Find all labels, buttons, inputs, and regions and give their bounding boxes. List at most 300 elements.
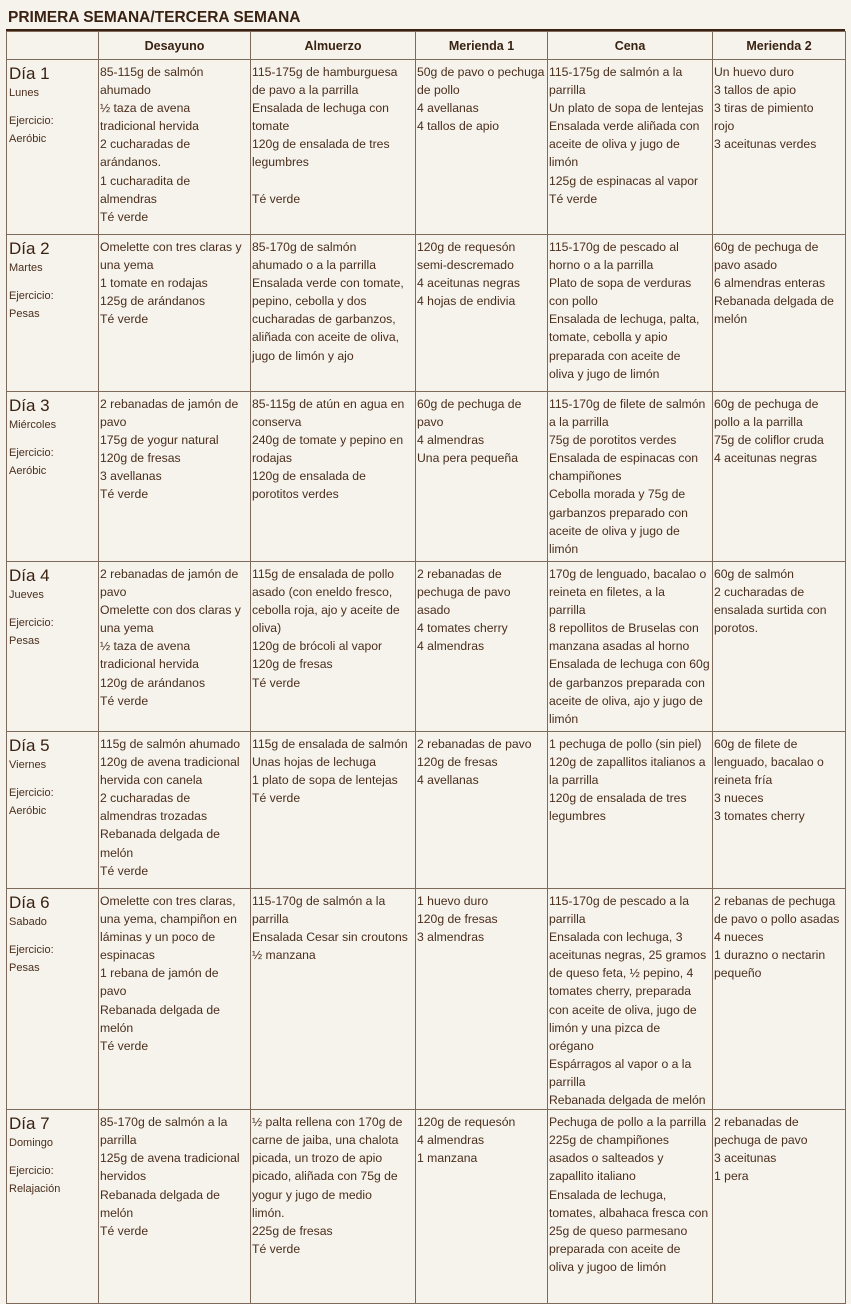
meal-line: Ensalada de lechuga con <box>252 101 389 116</box>
meal-line: 115-175g de salmón a la <box>549 65 683 79</box>
meal-line: 75g de porotitos verdes <box>549 433 677 448</box>
meal-cell-almuerzo <box>251 889 416 1110</box>
meal-cell-merienda1 <box>416 732 548 889</box>
meal-line: rodajas <box>252 451 292 466</box>
meal-line: 125g de avena tradicional <box>100 1151 240 1166</box>
meal-line: Ensalada con lechuga, 3 <box>549 930 683 945</box>
meal-line: porotitos verdes <box>252 487 339 502</box>
header-almuerzo: Almuerzo <box>251 32 416 60</box>
meal-line: tradicional hervida <box>100 657 199 672</box>
meal-line: 4 tallos de apio <box>417 119 499 134</box>
meal-line: Té verde <box>100 209 149 224</box>
meal-line: 1 plato de sopa de lentejas <box>252 773 398 788</box>
meal-line: parrilla <box>252 912 289 927</box>
meal-line: jugo de limón y ajo <box>252 348 354 363</box>
meal-line: Té verde <box>252 1241 301 1256</box>
meal-line: ahumado <box>100 83 151 98</box>
meal-cell-merienda1 <box>416 889 548 1110</box>
meal-line: Un plato de sopa de lentejas <box>549 101 704 116</box>
spacer <box>9 1152 96 1162</box>
meal-line: 50g de pavo o pechuga <box>417 65 545 79</box>
meal-line: ½ taza de avena <box>100 101 191 116</box>
meal-line: 75g de coliflor cruda <box>714 433 824 448</box>
meal-line: 2 rebanadas de <box>417 567 502 581</box>
meal-line: Unas hojas de lechuga <box>252 755 376 770</box>
day-row <box>7 235 846 392</box>
meal-line: pavo <box>100 984 127 999</box>
meal-line: 115-175g de hamburguesa <box>252 65 398 79</box>
meal-line: Té verde <box>549 191 598 206</box>
meal-line: de garbanzos preparada con <box>549 675 705 690</box>
meal-line: Rebanada delgada de melón <box>549 1093 706 1108</box>
meal-line: 120g de brócoli al vapor <box>252 639 383 654</box>
day-name: Día 6 <box>9 893 50 912</box>
header-merienda-2: Merienda 2 <box>713 32 846 60</box>
meal-line: espinacas <box>100 948 155 963</box>
meal-line: pavo <box>100 585 127 600</box>
meal-line: Té verde <box>252 675 301 690</box>
exercise-type: Pesas <box>9 962 40 974</box>
meal-line: Té verde <box>100 693 149 708</box>
day-row <box>7 392 846 562</box>
meal-cell-merienda2 <box>713 235 846 392</box>
meal-line: Cebolla morada y 75g de <box>549 487 686 502</box>
meal-line: Un huevo duro <box>714 65 794 79</box>
meal-line: Té verde <box>100 863 149 878</box>
meal-line: Té verde <box>100 1038 149 1053</box>
meal-line: 3 tomates cherry <box>714 809 805 824</box>
day-cell <box>7 60 99 235</box>
meal-line: Ensalada verde con tomate, <box>252 276 404 291</box>
meal-line: pepino, cebolla y dos <box>252 294 367 309</box>
meal-line: pavo <box>417 415 444 430</box>
day-row <box>7 889 846 1110</box>
meal-line: melón <box>100 1020 134 1035</box>
header-desayuno: Desayuno <box>99 32 251 60</box>
meal-line: 3 avellanas <box>100 469 162 484</box>
exercise-type: Aeróbic <box>9 805 47 817</box>
meal-line: champiñones <box>549 469 622 484</box>
exercise-label: Ejercicio: <box>9 447 54 459</box>
meal-line: 120g de ensalada de <box>252 469 366 484</box>
meal-line: almendras <box>100 191 157 206</box>
meal-line: Ensalada Cesar sin croutons <box>252 930 408 945</box>
header-day-column <box>7 32 99 60</box>
meal-line: 2 cucharadas de <box>100 791 191 806</box>
meal-cell-merienda2 <box>713 732 846 889</box>
meal-plan-table <box>6 31 846 1304</box>
exercise-type: Relajación <box>9 1183 61 1196</box>
meal-line: 120g de ensalada de tres <box>549 791 687 806</box>
weekday-label: Lunes <box>9 87 39 99</box>
meal-line: 1 cucharadita de <box>100 173 191 188</box>
meal-line: 4 nueces <box>714 930 764 945</box>
meal-line: hervidos <box>100 1169 147 1184</box>
meal-line: una yema <box>100 621 154 636</box>
day-name: Día 1 <box>9 64 50 83</box>
meal-line: 85-115g de atún en agua en <box>252 397 405 411</box>
meal-cell-cena <box>548 889 713 1110</box>
meal-line: 120g de requesón <box>417 240 516 254</box>
meal-line: 4 aceitunas negras <box>417 276 520 291</box>
meal-line: porotos. <box>714 621 759 636</box>
page-title: PRIMERA SEMANA/TERCERA SEMANA <box>6 4 845 31</box>
exercise-label: Ejercicio: <box>9 290 54 302</box>
meal-line: 120g de ensalada de tres <box>252 137 390 152</box>
meal-line: 60g de salmón <box>714 567 794 581</box>
meal-cell-desayuno <box>99 889 251 1110</box>
meal-line: la parrilla <box>549 773 599 788</box>
meal-line: aceite de oliva, ajo y jugo de <box>549 693 703 708</box>
meal-line: legumbres <box>549 809 606 824</box>
meal-line: parrilla <box>549 83 586 98</box>
meal-cell-cena <box>548 1110 713 1304</box>
meal-line: 120g de fresas <box>100 451 181 466</box>
meal-line: 2 cucharadas de <box>100 137 191 152</box>
meal-line: 4 almendras <box>417 433 485 448</box>
meal-line: 175g de yogur natural <box>100 433 219 448</box>
meal-line: Omelette con tres claras, <box>100 894 236 908</box>
meal-line: reineta en filetes, a la <box>549 585 665 600</box>
meal-line: con pollo <box>549 294 598 309</box>
exercise-type: Aeróbic <box>9 465 47 477</box>
meal-line: 85-170g de salmón a la <box>100 1115 228 1130</box>
meal-line: cucharadas de garbanzos, <box>252 312 396 327</box>
day-cell <box>7 392 99 562</box>
meal-line: garbanzos preparado con <box>549 505 688 520</box>
weekday-label: Viernes <box>9 759 47 771</box>
meal-line: Rebanada delgada de <box>100 1187 220 1202</box>
meal-line: 120g de fresas <box>417 912 498 927</box>
meal-cell-merienda2 <box>713 392 846 562</box>
meal-line: 170g de lenguado, bacalao o <box>549 567 707 581</box>
meal-cell-merienda1 <box>416 562 548 732</box>
meal-line: arándanos. <box>100 155 161 170</box>
meal-line: reineta fría <box>714 773 773 788</box>
meal-line: a la parrilla <box>549 415 609 430</box>
meal-line: 8 repollitos de Bruselas con <box>549 621 699 636</box>
meal-line: 4 aceitunas negras <box>714 451 817 466</box>
meal-line: 1 rebana de jamón de <box>100 966 219 981</box>
meal-line: legumbres <box>252 155 309 170</box>
meal-line: tradicional hervida <box>100 119 199 134</box>
meal-line: limón y una pizca de <box>549 1020 661 1035</box>
meal-line: preparada con aceite de <box>549 1241 681 1256</box>
meal-line: parrilla <box>549 603 586 618</box>
exercise-label: Ejercicio: <box>9 1165 54 1178</box>
meal-line: de pollo <box>417 83 460 98</box>
meal-line: Omelette con dos claras y <box>100 603 241 618</box>
meal-line: conserva <box>252 415 302 430</box>
meal-line: parrilla <box>549 912 586 927</box>
meal-line: 225g de fresas <box>252 1223 333 1238</box>
meal-line: lenguado, bacalao o <box>714 755 824 770</box>
meal-line: con aceite de oliva, jugo de <box>549 1002 697 1017</box>
table-body <box>7 60 846 1304</box>
meal-cell-almuerzo <box>251 562 416 732</box>
meal-line: ½ taza de avena <box>100 639 191 654</box>
meal-line: láminas y un poco de <box>100 930 216 945</box>
meal-line: asado <box>417 603 451 618</box>
meal-line: 4 avellanas <box>417 101 479 116</box>
meal-cell-desayuno <box>99 60 251 235</box>
meal-line: 115-170g de pescado a la <box>549 894 690 908</box>
weekday-label: Sabado <box>9 916 47 928</box>
meal-line: 3 tiras de pimiento <box>714 101 814 116</box>
meal-line: 4 tomates cherry <box>417 621 508 636</box>
meal-line: 6 almendras enteras <box>714 276 826 291</box>
meal-cell-desayuno <box>99 562 251 732</box>
spacer <box>9 277 96 287</box>
header-cena: Cena <box>548 32 713 60</box>
meal-line: hervida con canela <box>100 773 203 788</box>
meal-line: 25g de queso parmesano <box>549 1223 688 1238</box>
meal-cell-merienda2 <box>713 889 846 1110</box>
meal-line: manzana asadas al horno <box>549 639 690 654</box>
meal-line: 3 tallos de apio <box>714 83 796 98</box>
meal-line: 120g de zapallitos italianos a <box>549 755 706 770</box>
meal-line: melón <box>100 1205 134 1220</box>
meal-line: Espárragos al vapor o a la <box>549 1056 692 1071</box>
meal-line: limón <box>549 155 579 170</box>
weekday-label: Jueves <box>9 589 44 601</box>
meal-line: 240g de tomate y pepino en <box>252 433 404 448</box>
day-cell <box>7 732 99 889</box>
meal-line: picado, aliñada con 75g de <box>252 1169 398 1184</box>
meal-cell-cena <box>548 732 713 889</box>
meal-line: oliva) <box>252 621 282 636</box>
meal-cell-almuerzo <box>251 732 416 889</box>
meal-line: 225g de champiñones <box>549 1133 669 1148</box>
meal-line: 120g de arándanos <box>100 675 206 690</box>
meal-line: 60g de filete de <box>714 737 798 751</box>
meal-line: aceitunas negras, 25 gramos <box>549 948 707 963</box>
weekday-label: Miércoles <box>9 419 57 431</box>
meal-line: almendras trozadas <box>100 809 208 824</box>
meal-cell-merienda1 <box>416 235 548 392</box>
meal-cell-cena <box>548 60 713 235</box>
meal-cell-merienda2 <box>713 60 846 235</box>
day-name: Día 5 <box>9 736 50 755</box>
meal-line: asados o salteados y <box>549 1151 664 1166</box>
meal-line: 2 rebanadas de jamón de <box>100 567 239 581</box>
meal-line: Ensalada de espinacas con <box>549 451 699 466</box>
day-cell <box>7 562 99 732</box>
meal-line: 3 aceitunas <box>714 1151 777 1166</box>
meal-cell-merienda1 <box>416 392 548 562</box>
meal-line: rojo <box>714 119 735 134</box>
meal-line: melón <box>714 312 748 327</box>
spacer <box>9 774 96 784</box>
meal-line: asado (con eneldo fresco, <box>252 585 393 600</box>
meal-cell-almuerzo <box>251 235 416 392</box>
meal-line: 125g de arándanos <box>100 294 206 309</box>
meal-line: ensalada surtida con <box>714 603 827 618</box>
meal-cell-merienda1 <box>416 1110 548 1304</box>
spacer <box>9 604 96 614</box>
meal-line: Una pera pequeña <box>417 451 518 466</box>
exercise-type: Pesas <box>9 308 40 320</box>
meal-line: picada, un trozo de apio <box>252 1151 383 1166</box>
meal-line: 60g de pechuga de <box>417 397 522 411</box>
exercise-label: Ejercicio: <box>9 617 54 629</box>
meal-cell-cena <box>548 392 713 562</box>
meal-line: orégano <box>549 1038 594 1053</box>
meal-cell-merienda1 <box>416 60 548 235</box>
spacer <box>9 102 96 112</box>
day-cell <box>7 889 99 1110</box>
meal-line: tomate, cebolla y apio <box>549 330 668 345</box>
day-cell <box>7 1110 99 1304</box>
meal-line: 1 tomate en rodajas <box>100 276 208 291</box>
meal-line: aceite de oliva y jugo de <box>549 523 680 538</box>
meal-line: pechuga de pavo <box>714 1133 808 1148</box>
meal-line: Té verde <box>252 791 301 806</box>
meal-line: tomates cherry, preparada <box>549 984 692 999</box>
meal-line: tomates, albahaca fresca con <box>549 1205 709 1220</box>
meal-line: Pechuga de pollo a la parrilla <box>549 1115 707 1130</box>
meal-line: 120g de fresas <box>417 755 498 770</box>
meal-line: 115-170g de salmón a la <box>252 894 386 908</box>
day-name: Día 7 <box>9 1114 50 1134</box>
meal-cell-merienda2 <box>713 562 846 732</box>
meal-line: 1 durazno o nectarin <box>714 948 826 963</box>
meal-line: oliva y jugoo de limón <box>549 1259 667 1274</box>
meal-line: Rebanada delgada de <box>100 1002 220 1017</box>
meal-line: tomate <box>252 119 290 134</box>
meal-line: una yema <box>100 258 154 273</box>
meal-line: 3 aceitunas verdes <box>714 137 817 152</box>
meal-cell-cena <box>548 235 713 392</box>
meal-line: 4 almendras <box>417 639 485 654</box>
meal-line: pavo asado <box>714 258 778 273</box>
meal-cell-cena <box>548 562 713 732</box>
meal-line: 85-115g de salmón <box>100 65 204 79</box>
meal-cell-desayuno <box>99 1110 251 1304</box>
day-name: Día 4 <box>9 566 50 585</box>
meal-line: preparada con aceite de <box>549 348 681 363</box>
meal-line: 120g de requesón <box>417 1115 516 1130</box>
meal-line: Ensalada de lechuga con 60g <box>549 657 710 672</box>
exercise-type: Pesas <box>9 635 40 647</box>
meal-line: 1 pechuga de pollo (sin piel) <box>549 737 702 751</box>
meal-line: ½ palta rellena con 170g de <box>252 1115 403 1130</box>
day-row <box>7 60 846 235</box>
day-row <box>7 1110 846 1304</box>
meal-line: Ensalada de lechuga, palta, <box>549 312 700 327</box>
meal-line: 85-170g de salmón <box>252 240 357 254</box>
meal-line: de pavo o pollo asadas <box>714 912 840 927</box>
meal-line: 4 avellanas <box>417 773 479 788</box>
meal-line: 120g de avena tradicional <box>100 755 240 770</box>
header-merienda-1: Merienda 1 <box>416 32 548 60</box>
weekday-label: Domingo <box>9 1137 54 1150</box>
meal-line: 2 rebanadas de jamón de <box>100 397 239 411</box>
meal-line: de queso feta, ½ pepino, 4 <box>549 966 694 981</box>
meal-line: limón <box>549 711 579 726</box>
meal-line: Té verde <box>252 191 301 206</box>
meal-line: Té verde <box>100 1223 149 1238</box>
meal-line <box>251 172 415 190</box>
day-row <box>7 562 846 732</box>
meal-cell-desayuno <box>99 732 251 889</box>
meal-line: 115-170g de filete de salmón <box>549 397 706 411</box>
exercise-label: Ejercicio: <box>9 787 54 799</box>
meal-line: de pavo a la parrilla <box>252 83 359 98</box>
meal-line: 1 manzana <box>417 1151 478 1166</box>
day-cell <box>7 235 99 392</box>
meal-cell-almuerzo <box>251 392 416 562</box>
meal-line: 2 rebanadas de pavo <box>417 737 532 751</box>
meal-line: Omelette con tres claras y <box>100 240 242 254</box>
meal-line: 2 rebanas de pechuga <box>714 894 836 908</box>
meal-line: horno o a la parrilla <box>549 258 654 273</box>
header-row <box>7 32 846 60</box>
meal-line: semi-descremado <box>417 258 514 273</box>
meal-cell-desayuno <box>99 235 251 392</box>
meal-line: 120g de fresas <box>252 657 333 672</box>
meal-line: pequeño <box>714 966 762 981</box>
meal-line: Plato de sopa de verduras <box>549 276 692 291</box>
meal-line: melón <box>100 845 134 860</box>
meal-line: pavo <box>100 415 127 430</box>
meal-line: 115g de salmón ahumado <box>100 737 241 751</box>
meal-line: yogur y jugo de medio <box>252 1187 372 1202</box>
meal-line: Rebanada delgada de <box>100 827 220 842</box>
meal-line: 125g de espinacas al vapor <box>549 173 699 188</box>
meal-line: 4 almendras <box>417 1133 485 1148</box>
exercise-type: Aeróbic <box>9 133 47 145</box>
meal-line: 1 huevo duro <box>417 894 489 908</box>
meal-line: parrilla <box>549 1074 586 1089</box>
exercise-label: Ejercicio: <box>9 115 54 127</box>
meal-line: aliñada con aceite de oliva, <box>252 330 400 345</box>
meal-line: 60g de pechuga de <box>714 240 819 254</box>
meal-line: parrilla <box>100 1133 137 1148</box>
meal-line: 115-170g de pescado al <box>549 240 679 254</box>
meal-cell-almuerzo <box>251 60 416 235</box>
meal-line: zapallito italiano <box>549 1169 636 1184</box>
meal-line: pollo a la parrilla <box>714 415 803 430</box>
exercise-label: Ejercicio: <box>9 944 54 956</box>
meal-line: cebolla roja, ajo y aceite de <box>252 603 400 618</box>
meal-cell-almuerzo <box>251 1110 416 1304</box>
meal-line: 60g de pechuga de <box>714 397 819 411</box>
meal-line: 115g de ensalada de pollo <box>252 567 395 581</box>
meal-line: Té verde <box>100 487 149 502</box>
meal-line: una yema, champiñon en <box>100 912 237 927</box>
meal-line: limón <box>549 541 579 556</box>
meal-line: oliva y jugo de limón <box>549 366 660 381</box>
meal-line: 3 nueces <box>714 791 764 806</box>
meal-line: 2 rebanadas de <box>714 1115 799 1130</box>
meal-line: Rebanada delgada de <box>714 294 834 309</box>
meal-line: aceite de oliva y jugo de <box>549 137 680 152</box>
spacer <box>9 434 96 444</box>
meal-line: 2 cucharadas de <box>714 585 805 600</box>
weekday-label: Martes <box>9 262 43 274</box>
meal-line: ½ manzana <box>252 948 316 963</box>
day-row <box>7 732 846 889</box>
meal-cell-merienda2 <box>713 1110 846 1304</box>
day-name: Día 2 <box>9 239 50 258</box>
meal-line: Ensalada verde aliñada con <box>549 119 700 134</box>
meal-cell-desayuno <box>99 392 251 562</box>
meal-line: pechuga de pavo <box>417 585 511 600</box>
meal-line: 115g de ensalada de salmón <box>252 737 408 751</box>
meal-line: 4 hojas de endivia <box>417 294 516 309</box>
meal-line: limón. <box>252 1205 285 1220</box>
